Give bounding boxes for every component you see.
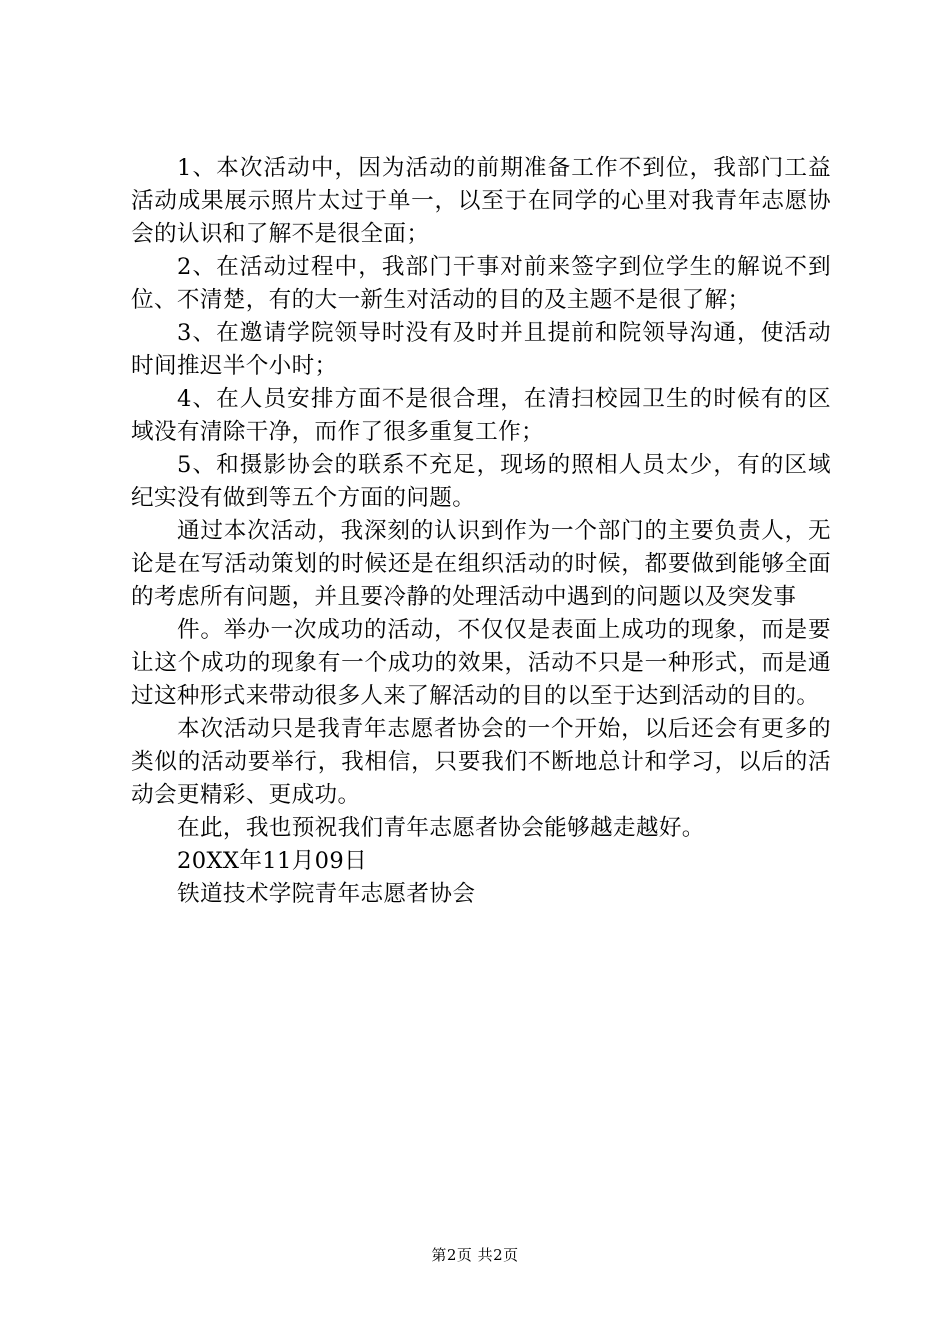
issue-paragraph-2: 2、在活动过程中，我部门干事对前来签字到位学生的解说不到位、不清楚，有的大一新生对活动的目的及主题不是很了解；: [131, 254, 831, 313]
document-date: 20XX年11月09日: [177, 848, 368, 874]
issue-paragraph-4: 4、在人员安排方面不是很合理，在清扫校园卫生的时候有的区域没有清除干净，而作了很多重复工作；: [131, 386, 831, 445]
success-paragraph: 件。举办一次成功的活动，不仅仅是表面上成功的现象，而是要让这个成功的现象有一个成功的效果，活动不只是一种形式，而是通过这种形式来带动很多人来了解活动的目的以至于达到活动的目的。: [131, 617, 831, 709]
closing-wish: 在此，我也预祝我们青年志愿者协会能够越走越好。: [177, 815, 705, 841]
outlook-paragraph: 本次活动只是我青年志愿者协会的一个开始，以后还会有更多的类似的活动要举行，我相信，只要我们不断地总计和学习，以后的活动会更精彩、更成功。: [131, 716, 831, 808]
issue-paragraph-1: 1、本次活动中，因为活动的前期准备工作不到位，我部门工益活动成果展示照片太过于单一，以至于在同学的心里对我青年志愿协会的认识和了解不是很全面；: [131, 155, 831, 247]
page-footer: [0, 1244, 950, 1265]
document-signature: 铁道技术学院青年志愿者协会: [177, 881, 476, 907]
reflection-paragraph: 通过本次活动，我深刻的认识到作为一个部门的主要负责人，无论是在写活动策划的时候还是在组织活动的时候，都要做到能够全面的考虑所有问题，并且要冷静的处理活动中遇到的问题以及突发事: [131, 518, 831, 610]
document-body: [131, 152, 831, 911]
issue-paragraph-5: 5、和摄影协会的联系不充足，现场的照相人员太少，有的区域纪实没有做到等五个方面的问题。: [131, 452, 831, 511]
page-number-indicator: 第2页 共2页: [431, 1246, 519, 1264]
issue-paragraph-3: 3、在邀请学院领导时没有及时并且提前和院领导沟通，使活动时间推迟半个小时；: [131, 320, 831, 379]
